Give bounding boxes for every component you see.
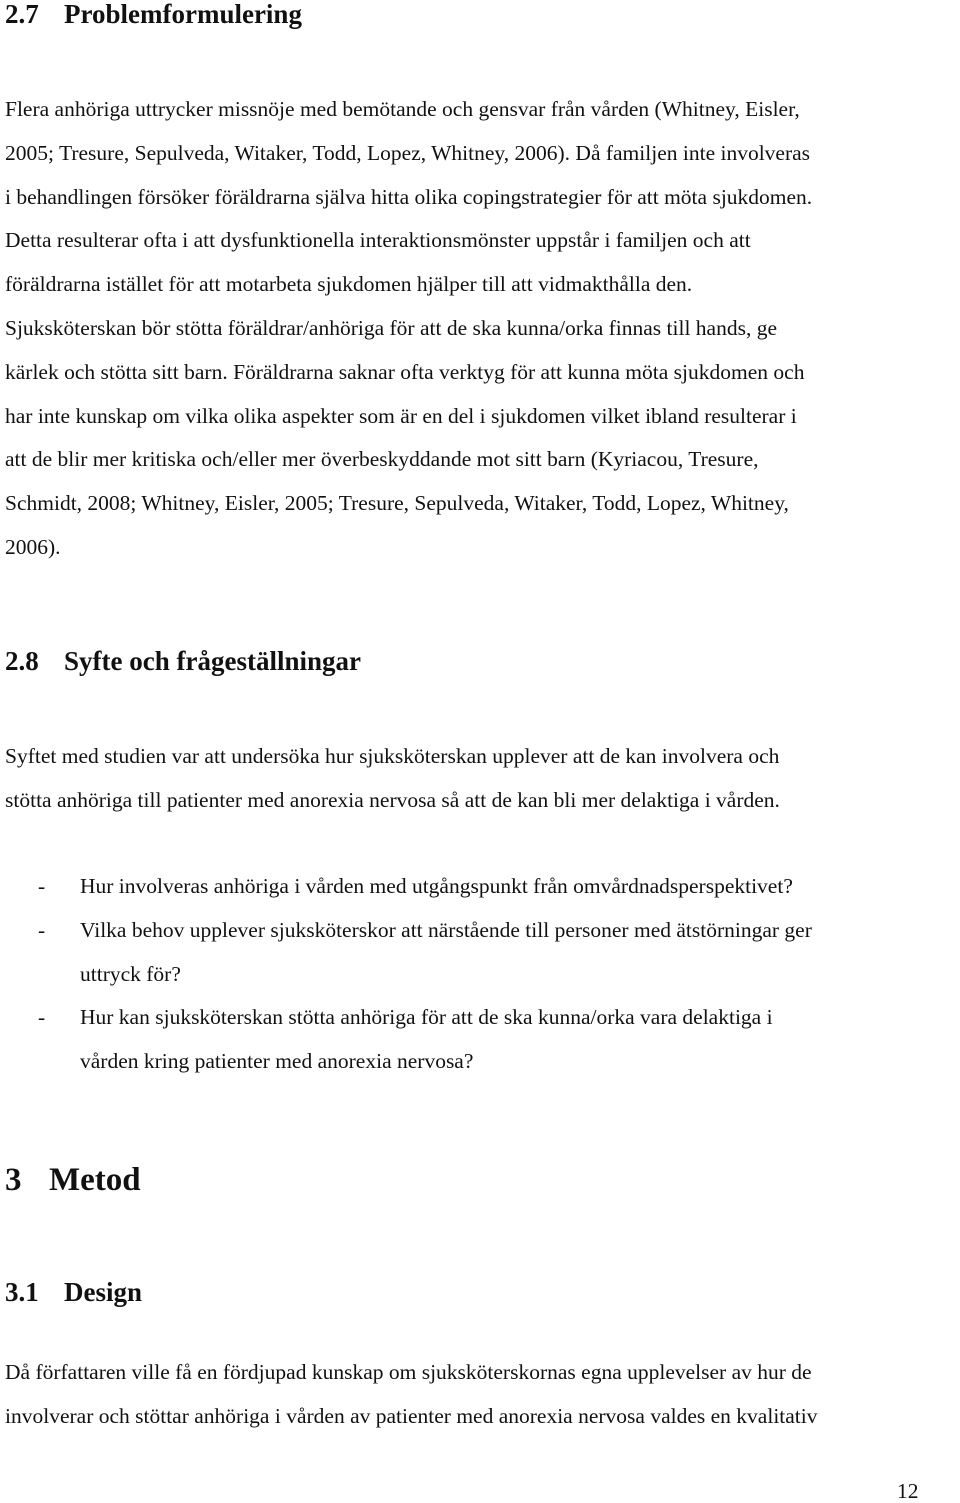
text-line: Detta resulterar ofta i att dysfunktionella interaktionsmönster uppstår i familjen och att bbox=[5, 228, 751, 253]
section-heading-3-1 bbox=[5, 1277, 952, 1307]
section-number: 2.8 bbox=[5, 646, 39, 676]
text-line: involverar och stöttar anhöriga i vården av patienter med anorexia nervosa valdes en kvalitativ bbox=[5, 1403, 818, 1428]
text-line: Hur kan sjuksköterskan stötta anhöriga för att de ska kunna/orka vara delaktiga i bbox=[80, 1005, 773, 1030]
text-line: föräldrarna istället för att motarbeta sjukdomen hjälper till att vidmakthålla den. bbox=[5, 272, 693, 297]
research-questions-list bbox=[5, 865, 952, 1084]
text-line: 2006). bbox=[5, 534, 61, 559]
section-title: Design bbox=[64, 1277, 143, 1307]
text-line: stötta anhöriga till patienter med anorexia nervosa så att de kan bli mer delaktiga i vården. bbox=[5, 787, 780, 812]
paragraph-syfte bbox=[5, 735, 952, 823]
text-line: har inte kunskap om vilka olika aspekter som är en del i sjukdomen vilket ibland resulterar i bbox=[5, 403, 797, 428]
text-line: vården kring patienter med anorexia nervosa? bbox=[80, 1049, 474, 1074]
paragraph-design bbox=[5, 1351, 952, 1439]
text-line: i behandlingen försöker föräldrarna själva hitta olika copingstrategier för att möta sjukdomen. bbox=[5, 184, 813, 209]
section-heading-3 bbox=[5, 1162, 952, 1198]
text-line: Sjuksköterskan bör stötta föräldrar/anhöriga för att de ska kunna/orka finnas till hands, ge bbox=[5, 315, 778, 340]
section-number: 2.7 bbox=[5, 0, 39, 29]
text-line: Hur involveras anhöriga i vården med utgångspunkt från omvårdnadsperspektivet? bbox=[80, 874, 793, 898]
text-line: Flera anhöriga uttrycker missnöje med bemötande och gensvar från vården (Whitney, Eisler, bbox=[5, 97, 800, 121]
page-number: 12 bbox=[897, 1479, 919, 1503]
list-item bbox=[5, 996, 952, 1084]
section-heading-2-8 bbox=[5, 646, 952, 676]
text-line: kärlek och stötta sitt barn. Föräldrarna saknar ofta verktyg för att kunna möta sjukdomen och bbox=[5, 359, 805, 384]
paragraph-problemformulering bbox=[5, 88, 952, 570]
section-title: Syfte och frågeställningar bbox=[64, 646, 361, 676]
list-marker: - bbox=[38, 1005, 46, 1030]
section-title: Metod bbox=[49, 1162, 141, 1198]
section-number: 3 bbox=[5, 1162, 22, 1198]
text-line: uttryck för? bbox=[80, 961, 181, 986]
text-line: Schmidt, 2008; Whitney, Eisler, 2005; Tresure, Sepulveda, Witaker, Todd, Lopez, Whitney, bbox=[5, 491, 789, 516]
list-item bbox=[5, 909, 952, 997]
text-line: att de blir mer kritiska och/eller mer överbeskyddande mot sitt barn (Kyriacou, Tresure, bbox=[5, 447, 759, 472]
text-line: Då författaren ville få en fördjupad kunskap om sjuksköterskornas egna upplevelser av hur de bbox=[5, 1360, 812, 1384]
text-line: 2005; Tresure, Sepulveda, Witaker, Todd, Lopez, Whitney, 2006). Då familjen inte involveras bbox=[5, 140, 811, 165]
section-title: Problemformulering bbox=[64, 0, 302, 29]
text-line: Vilka behov upplever sjuksköterskor att närstående till personer med ätstörningar ger bbox=[80, 917, 812, 942]
list-item bbox=[5, 865, 952, 909]
section-heading-2-7 bbox=[5, 0, 952, 29]
section-number: 3.1 bbox=[5, 1277, 39, 1307]
list-marker: - bbox=[38, 874, 46, 898]
text-line: Syftet med studien var att undersöka hur sjuksköterskan upplever att de kan involvera och bbox=[5, 744, 780, 768]
list-marker: - bbox=[38, 917, 46, 942]
